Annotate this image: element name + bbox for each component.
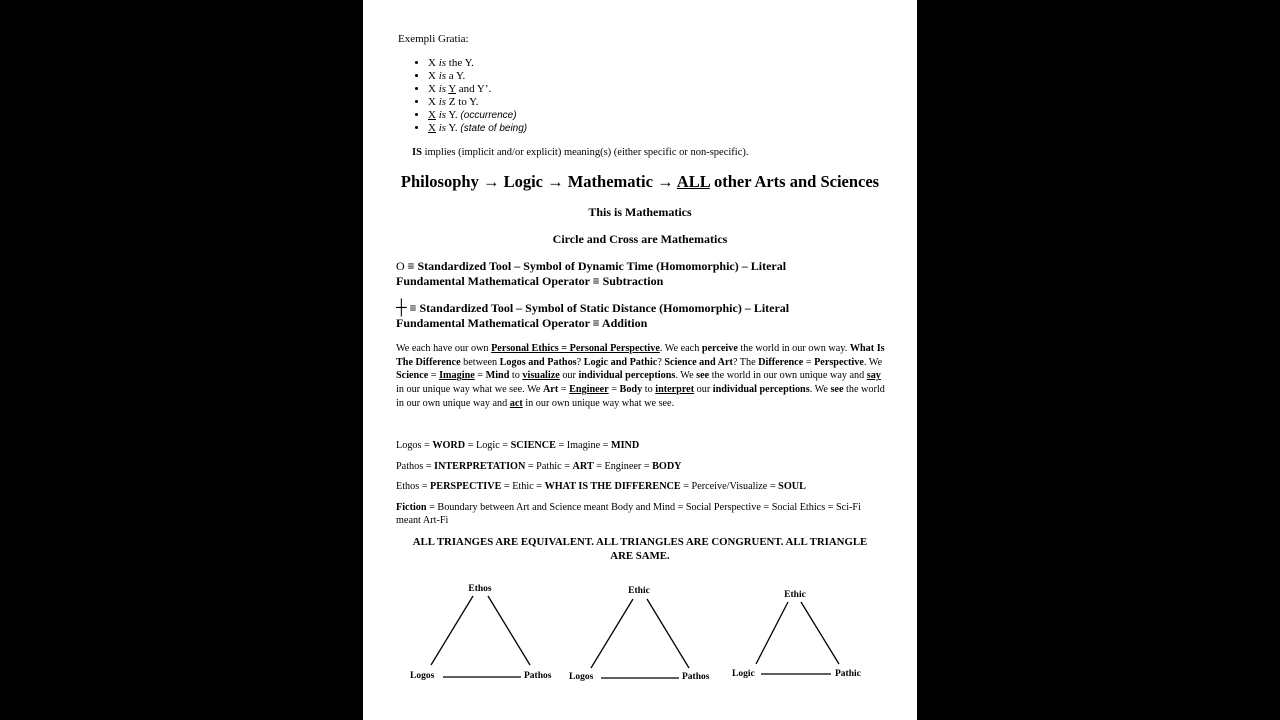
fiction-definition: Fiction = Boundary between Art and Science meant Body and Mind = Social Perspective = Social Ethics = Sci-Fi meant Art-Fi <box>396 502 861 526</box>
vertex-label: Logos <box>410 671 435 681</box>
list-item: • X is Y. (occurrence) <box>428 109 527 122</box>
page-title: Philosophy → Logic → Mathematic → ALL other Arts and Sciences <box>400 172 880 191</box>
list-item: • X is the Y. <box>428 57 527 70</box>
vertex-label: Pathic <box>835 669 861 679</box>
cross-definition: ┼ ≡ Standardized Tool – Symbol of Static Distance (Homomorphic) – Literal Fundamental Mathematical Operator ≡ Addition <box>396 300 790 330</box>
ethos-equation: Ethos = PERSPECTIVE = Ethic = WHAT IS THE DIFFERENCE = Perceive/Visualize = SOUL <box>396 481 806 492</box>
logos-equation: Logos = WORD = Logic = SCIENCE = Imagine = MIND <box>396 440 640 451</box>
vertex-label: Pathos <box>524 671 552 681</box>
perspective-paragraph: We each have our own Personal Ethics = Personal Perspective. We each perceive the world in our own way. What Is The Difference between Logos and Pathos? Logic and Pathic? Science and Art? The Difference = Perspective. We Science = Imagine = Mind to visualize our individual perceptions. We see the world in our own unique way and say in our unique way what we see. We Art = Engineer = Body to interpret our individual perceptions. We see the world in our own unique way and act in our own unique way what we see. <box>396 343 885 409</box>
vertex-label: Ethic <box>628 586 650 596</box>
intro-label: Exempli Gratia: <box>398 33 469 45</box>
vertex-label: Ethos <box>468 584 492 594</box>
subheading-mathematics: This is Mathematics <box>588 205 692 219</box>
triangle-ethic <box>569 586 710 682</box>
subheading-circle-cross: Circle and Cross are Mathematics <box>552 232 728 246</box>
vertex-label: Logos <box>569 672 594 682</box>
vertex-label: Logic <box>732 669 755 679</box>
vertex-label: Ethic <box>784 590 806 600</box>
triangles-diagram <box>363 0 917 720</box>
triangle-logic <box>732 590 861 679</box>
list-item: • X is Y. (state of being) <box>428 122 527 135</box>
list-item: • X is a Y. <box>428 70 527 83</box>
vertex-label: Pathos <box>682 672 710 682</box>
list-item: • X is Z to Y. <box>428 96 527 109</box>
circle-definition: O ≡ Standardized Tool – Symbol of Dynamic Time (Homomorphic) – Literal Fundamental Mathematical Operator ≡ Subtraction <box>396 259 787 288</box>
triangle-ethos <box>410 584 552 681</box>
triangles-heading: ALL TRIANGES ARE EQUIVALENT. ALL TRIANGLES ARE CONGRUENT. ALL TRIANGLE ARE SAME. <box>412 536 868 562</box>
pathos-equation: Pathos = INTERPRETATION = Pathic = ART = Engineer = BODY <box>396 461 682 472</box>
list-item: • X is Y and Y’. <box>428 83 527 96</box>
document-page <box>363 0 917 720</box>
cross-icon: ┼ <box>396 300 407 316</box>
circle-icon: O <box>396 259 405 273</box>
is-definition-line: IS implies (implicit and/or explicit) meaning(s) (either specific or non-specific). <box>412 147 749 158</box>
